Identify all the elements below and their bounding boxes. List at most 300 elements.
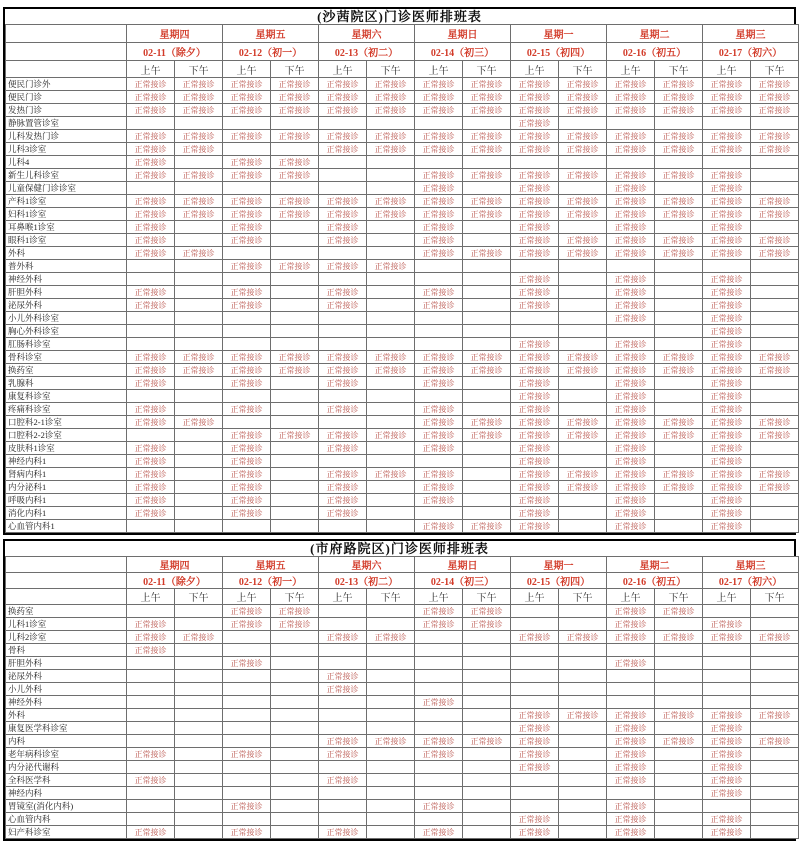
schedule-cell — [463, 813, 511, 826]
schedule-cell: 正常接诊 — [367, 351, 415, 364]
schedule-cell: 正常接诊 — [271, 130, 319, 143]
schedule-cell — [511, 787, 559, 800]
schedule-cell: 正常接诊 — [175, 351, 223, 364]
schedule-cell: 正常接诊 — [703, 507, 751, 520]
schedule-cell: 正常接诊 — [703, 273, 751, 286]
dept-label: 骨科 — [6, 644, 127, 657]
schedule-cell — [175, 722, 223, 735]
schedule-cell: 正常接诊 — [223, 657, 271, 670]
schedule-cell: 正常接诊 — [223, 494, 271, 507]
schedule-cell: 正常接诊 — [127, 494, 175, 507]
schedule-row — [6, 208, 799, 221]
schedule-cell: 正常接诊 — [223, 481, 271, 494]
schedule-cell: 正常接诊 — [319, 774, 367, 787]
schedule-row — [6, 748, 799, 761]
schedule-row — [6, 696, 799, 709]
schedule-cell: 正常接诊 — [607, 455, 655, 468]
schedule-cell: 正常接诊 — [511, 273, 559, 286]
dept-label: 眼科1诊室 — [6, 234, 127, 247]
schedule-cell: 正常接诊 — [511, 117, 559, 130]
schedule-cell: 正常接诊 — [751, 78, 799, 91]
schedule-cell — [559, 670, 607, 683]
schedule-cell — [463, 683, 511, 696]
schedule-row — [6, 364, 799, 377]
schedule-cell: 正常接诊 — [703, 78, 751, 91]
schedule-cell — [655, 273, 703, 286]
schedule-cell: 正常接诊 — [511, 195, 559, 208]
schedule-cell — [655, 494, 703, 507]
schedule-cell — [415, 670, 463, 683]
schedule-cell — [175, 156, 223, 169]
schedule-cell: 正常接诊 — [655, 631, 703, 644]
schedule-cell — [271, 390, 319, 403]
schedule-cell — [175, 403, 223, 416]
schedule-cell: 正常接诊 — [511, 377, 559, 390]
pm-header: 下午 — [463, 589, 511, 605]
schedule-cell: 正常接诊 — [655, 143, 703, 156]
schedule-cell: 正常接诊 — [271, 169, 319, 182]
schedule-cell: 正常接诊 — [319, 631, 367, 644]
schedule-cell: 正常接诊 — [511, 364, 559, 377]
shaqian-campus-schedule-table — [3, 7, 796, 535]
dept-label: 便民门诊 — [6, 91, 127, 104]
schedule-row — [6, 78, 799, 91]
schedule-cell: 正常接诊 — [175, 104, 223, 117]
schedule-cell — [463, 377, 511, 390]
schedule-cell: 正常接诊 — [703, 761, 751, 774]
schedule-cell: 正常接诊 — [703, 618, 751, 631]
dept-label: 康复医学科诊室 — [6, 722, 127, 735]
schedule-cell — [223, 722, 271, 735]
schedule-cell: 正常接诊 — [319, 826, 367, 839]
schedule-cell — [127, 520, 175, 533]
schedule-cell: 正常接诊 — [127, 156, 175, 169]
shifulu-campus-schedule-table — [3, 539, 796, 841]
schedule-cell — [367, 507, 415, 520]
schedule-cell — [463, 507, 511, 520]
dept-label: 神经外科 — [6, 696, 127, 709]
schedule-cell — [175, 696, 223, 709]
schedule-cell: 正常接诊 — [223, 468, 271, 481]
schedule-cell — [559, 117, 607, 130]
schedule-cell — [367, 813, 415, 826]
schedule-cell — [655, 338, 703, 351]
schedule-cell — [319, 338, 367, 351]
schedule-cell: 正常接诊 — [607, 761, 655, 774]
schedule-cell: 正常接诊 — [367, 195, 415, 208]
schedule-cell — [511, 312, 559, 325]
schedule-cell — [175, 813, 223, 826]
schedule-row — [6, 455, 799, 468]
schedule-cell: 正常接诊 — [415, 403, 463, 416]
schedule-cell: 正常接诊 — [559, 91, 607, 104]
schedule-cell: 正常接诊 — [703, 709, 751, 722]
schedule-cell: 正常接诊 — [511, 416, 559, 429]
schedule-row — [6, 520, 799, 533]
am-header: 上午 — [223, 61, 271, 78]
am-header: 上午 — [511, 589, 559, 605]
schedule-cell — [703, 260, 751, 273]
schedule-cell: 正常接诊 — [175, 169, 223, 182]
schedule-cell: 正常接诊 — [223, 377, 271, 390]
schedule-cell — [751, 813, 799, 826]
schedule-cell: 正常接诊 — [127, 104, 175, 117]
pm-header: 下午 — [175, 61, 223, 78]
schedule-cell: 正常接诊 — [703, 429, 751, 442]
schedule-cell — [463, 800, 511, 813]
schedule-cell: 正常接诊 — [559, 234, 607, 247]
schedule-cell: 正常接诊 — [511, 338, 559, 351]
schedule-cell: 正常接诊 — [223, 156, 271, 169]
schedule-cell — [223, 312, 271, 325]
schedule-cell — [607, 670, 655, 683]
schedule-cell: 正常接诊 — [559, 78, 607, 91]
schedule-cell: 正常接诊 — [703, 286, 751, 299]
schedule-cell — [175, 761, 223, 774]
schedule-cell — [271, 683, 319, 696]
dept-label: 皮肤科1诊室 — [6, 442, 127, 455]
schedule-cell — [415, 390, 463, 403]
schedule-cell — [751, 748, 799, 761]
schedule-cell: 正常接诊 — [223, 455, 271, 468]
schedule-cell: 正常接诊 — [751, 91, 799, 104]
schedule-cell: 正常接诊 — [463, 416, 511, 429]
weekday-header: 星期一 — [511, 25, 607, 43]
schedule-cell — [175, 325, 223, 338]
schedule-cell: 正常接诊 — [607, 221, 655, 234]
schedule-cell: 正常接诊 — [511, 761, 559, 774]
schedule-cell: 正常接诊 — [607, 403, 655, 416]
weekday-header: 星期日 — [415, 25, 511, 43]
schedule-cell — [703, 117, 751, 130]
schedule-cell — [703, 696, 751, 709]
schedule-cell — [271, 299, 319, 312]
schedule-cell — [511, 670, 559, 683]
schedule-cell — [319, 722, 367, 735]
schedule-cell — [367, 273, 415, 286]
schedule-cell — [703, 605, 751, 618]
schedule-cell — [319, 787, 367, 800]
schedule-cell — [367, 117, 415, 130]
schedule-cell: 正常接诊 — [271, 208, 319, 221]
schedule-cell: 正常接诊 — [703, 91, 751, 104]
schedule-row — [6, 494, 799, 507]
schedule-cell — [367, 826, 415, 839]
schedule-cell: 正常接诊 — [751, 234, 799, 247]
schedule-cell — [655, 748, 703, 761]
schedule-cell — [751, 618, 799, 631]
schedule-cell — [367, 683, 415, 696]
schedule-cell — [367, 169, 415, 182]
schedule-cell: 正常接诊 — [319, 377, 367, 390]
weekday-header-row — [6, 557, 799, 573]
schedule-cell — [271, 631, 319, 644]
schedule-cell — [271, 481, 319, 494]
schedule-cell — [703, 683, 751, 696]
schedule-cell: 正常接诊 — [415, 618, 463, 631]
schedule-cell — [319, 312, 367, 325]
schedule-cell: 正常接诊 — [367, 130, 415, 143]
schedule-cell: 正常接诊 — [223, 364, 271, 377]
schedule-cell — [319, 800, 367, 813]
schedule-cell — [175, 774, 223, 787]
schedule-cell — [511, 156, 559, 169]
schedule-cell: 正常接诊 — [751, 416, 799, 429]
schedule-cell: 正常接诊 — [511, 520, 559, 533]
schedule-cell: 正常接诊 — [655, 247, 703, 260]
schedule-cell: 正常接诊 — [415, 247, 463, 260]
schedule-cell — [463, 631, 511, 644]
schedule-cell: 正常接诊 — [607, 273, 655, 286]
schedule-cell — [319, 696, 367, 709]
schedule-cell — [559, 683, 607, 696]
schedule-cell: 正常接诊 — [127, 91, 175, 104]
schedule-cell — [511, 774, 559, 787]
am-header: 上午 — [127, 589, 175, 605]
schedule-cell — [367, 800, 415, 813]
schedule-cell — [463, 657, 511, 670]
am-header: 上午 — [607, 61, 655, 78]
schedule-cell — [511, 605, 559, 618]
schedule-cell — [367, 325, 415, 338]
dept-label: 小儿外科 — [6, 683, 127, 696]
schedule-cell — [463, 182, 511, 195]
schedule-cell — [559, 657, 607, 670]
schedule-cell: 正常接诊 — [271, 429, 319, 442]
schedule-cell — [655, 800, 703, 813]
schedule-cell — [751, 390, 799, 403]
schedule-cell — [463, 325, 511, 338]
schedule-cell — [655, 403, 703, 416]
dept-label: 新生儿科诊室 — [6, 169, 127, 182]
schedule-cell — [367, 156, 415, 169]
schedule-cell — [655, 156, 703, 169]
schedule-cell: 正常接诊 — [415, 91, 463, 104]
schedule-cell — [751, 286, 799, 299]
schedule-row — [6, 104, 799, 117]
schedule-cell — [415, 338, 463, 351]
schedule-cell — [511, 618, 559, 631]
schedule-cell — [175, 507, 223, 520]
schedule-cell: 正常接诊 — [319, 91, 367, 104]
schedule-cell — [175, 605, 223, 618]
schedule-cell: 正常接诊 — [415, 800, 463, 813]
dept-label: 妇科1诊室 — [6, 208, 127, 221]
schedule-cell: 正常接诊 — [607, 286, 655, 299]
schedule-cell — [367, 299, 415, 312]
schedule-cell — [271, 403, 319, 416]
schedule-cell — [367, 657, 415, 670]
schedule-cell — [367, 221, 415, 234]
schedule-cell — [127, 696, 175, 709]
schedule-cell: 正常接诊 — [511, 826, 559, 839]
schedule-cell — [367, 481, 415, 494]
schedule-cell — [175, 657, 223, 670]
schedule-cell: 正常接诊 — [607, 364, 655, 377]
am-header: 上午 — [703, 589, 751, 605]
schedule-cell: 正常接诊 — [367, 143, 415, 156]
schedule-cell — [463, 338, 511, 351]
schedule-cell — [223, 683, 271, 696]
schedule-cell: 正常接诊 — [415, 481, 463, 494]
schedule-cell: 正常接诊 — [511, 631, 559, 644]
schedule-cell: 正常接诊 — [607, 104, 655, 117]
weekday-header: 星期四 — [127, 557, 223, 573]
schedule-cell — [463, 670, 511, 683]
schedule-cell — [511, 325, 559, 338]
schedule-cell — [655, 813, 703, 826]
schedule-cell: 正常接诊 — [559, 130, 607, 143]
schedule-row — [6, 338, 799, 351]
corner-cell — [6, 557, 127, 573]
schedule-cell — [223, 813, 271, 826]
dept-label: 老年病科诊室 — [6, 748, 127, 761]
schedule-cell — [751, 683, 799, 696]
schedule-cell — [127, 312, 175, 325]
dept-label: 换药室 — [6, 605, 127, 618]
schedule-cell: 正常接诊 — [655, 709, 703, 722]
schedule-cell: 正常接诊 — [511, 169, 559, 182]
schedule-cell: 正常接诊 — [751, 631, 799, 644]
schedule-cell — [511, 260, 559, 273]
schedule-cell — [271, 221, 319, 234]
dept-label: 神经外科 — [6, 273, 127, 286]
schedule-cell — [751, 299, 799, 312]
schedule-cell: 正常接诊 — [463, 364, 511, 377]
schedule-cell: 正常接诊 — [271, 156, 319, 169]
schedule-cell: 正常接诊 — [703, 774, 751, 787]
schedule-cell — [655, 670, 703, 683]
schedule-cell: 正常接诊 — [367, 429, 415, 442]
schedule-cell: 正常接诊 — [415, 143, 463, 156]
schedule-cell: 正常接诊 — [127, 143, 175, 156]
schedule-cell — [415, 325, 463, 338]
schedule-cell — [367, 234, 415, 247]
schedule-cell — [367, 618, 415, 631]
schedule-cell — [751, 221, 799, 234]
schedule-cell: 正常接诊 — [703, 169, 751, 182]
schedule-cell: 正常接诊 — [319, 403, 367, 416]
schedule-cell — [463, 748, 511, 761]
schedule-cell: 正常接诊 — [415, 735, 463, 748]
schedule-row — [6, 657, 799, 670]
schedule-cell: 正常接诊 — [703, 312, 751, 325]
schedule-cell: 正常接诊 — [655, 104, 703, 117]
schedule-cell: 正常接诊 — [655, 91, 703, 104]
weekday-header: 星期三 — [703, 25, 799, 43]
schedule-cell: 正常接诊 — [223, 91, 271, 104]
dept-label: 内分泌科1 — [6, 481, 127, 494]
schedule-cell: 正常接诊 — [511, 468, 559, 481]
schedule-cell — [175, 644, 223, 657]
corner-cell — [6, 589, 127, 605]
schedule-cell — [271, 507, 319, 520]
schedule-cell: 正常接诊 — [703, 247, 751, 260]
schedule-cell — [415, 787, 463, 800]
schedule-cell — [127, 325, 175, 338]
schedule-cell — [655, 722, 703, 735]
schedule-cell — [271, 182, 319, 195]
schedule-row — [6, 605, 799, 618]
schedule-cell: 正常接诊 — [319, 507, 367, 520]
schedule-cell: 正常接诊 — [751, 195, 799, 208]
schedule-cell: 正常接诊 — [559, 247, 607, 260]
weekday-header: 星期三 — [703, 557, 799, 573]
schedule-cell: 正常接诊 — [319, 234, 367, 247]
schedule-cell — [751, 377, 799, 390]
schedule-cell: 正常接诊 — [607, 494, 655, 507]
schedule-cell — [751, 494, 799, 507]
schedule-cell — [223, 787, 271, 800]
schedule-cell: 正常接诊 — [655, 429, 703, 442]
schedule-cell — [751, 182, 799, 195]
schedule-cell — [655, 644, 703, 657]
schedule-cell — [607, 156, 655, 169]
schedule-cell — [271, 143, 319, 156]
am-header: 上午 — [223, 589, 271, 605]
schedule-cell: 正常接诊 — [703, 208, 751, 221]
schedule-cell — [271, 709, 319, 722]
schedule-row — [6, 468, 799, 481]
schedule-cell — [175, 299, 223, 312]
schedule-cell — [751, 800, 799, 813]
schedule-row — [6, 312, 799, 325]
schedule-cell: 正常接诊 — [511, 104, 559, 117]
schedule-cell — [127, 670, 175, 683]
schedule-cell — [127, 683, 175, 696]
dept-label: 小儿外科诊室 — [6, 312, 127, 325]
date-header: 02-13（初二） — [319, 43, 415, 61]
schedule-cell — [559, 507, 607, 520]
schedule-cell: 正常接诊 — [655, 195, 703, 208]
schedule-cell — [415, 156, 463, 169]
schedule-cell: 正常接诊 — [463, 169, 511, 182]
dept-label: 肝胆外科 — [6, 657, 127, 670]
table-title-shaqian: (沙茜院区)门诊医师排班表 — [317, 9, 482, 24]
schedule-cell: 正常接诊 — [511, 143, 559, 156]
schedule-cell: 正常接诊 — [463, 605, 511, 618]
schedule-cell — [271, 670, 319, 683]
schedule-cell: 正常接诊 — [703, 221, 751, 234]
schedule-row — [6, 709, 799, 722]
schedule-cell — [319, 273, 367, 286]
schedule-cell: 正常接诊 — [463, 91, 511, 104]
schedule-cell — [559, 644, 607, 657]
schedule-cell — [271, 338, 319, 351]
schedule-cell: 正常接诊 — [463, 429, 511, 442]
schedule-cell: 正常接诊 — [559, 631, 607, 644]
schedule-row — [6, 351, 799, 364]
schedule-cell: 正常接诊 — [415, 748, 463, 761]
schedule-cell — [511, 657, 559, 670]
schedule-row — [6, 91, 799, 104]
schedule-cell: 正常接诊 — [655, 351, 703, 364]
schedule-cell: 正常接诊 — [559, 481, 607, 494]
schedule-cell: 正常接诊 — [703, 416, 751, 429]
schedule-cell: 正常接诊 — [175, 208, 223, 221]
am-header: 上午 — [415, 589, 463, 605]
dept-label: 产科1诊室 — [6, 195, 127, 208]
schedule-cell — [223, 774, 271, 787]
schedule-cell — [271, 234, 319, 247]
schedule-cell: 正常接诊 — [319, 481, 367, 494]
schedule-cell — [223, 247, 271, 260]
schedule-cell: 正常接诊 — [607, 247, 655, 260]
schedule-cell — [655, 390, 703, 403]
schedule-cell: 正常接诊 — [319, 195, 367, 208]
schedule-cell — [319, 416, 367, 429]
schedule-cell — [271, 455, 319, 468]
